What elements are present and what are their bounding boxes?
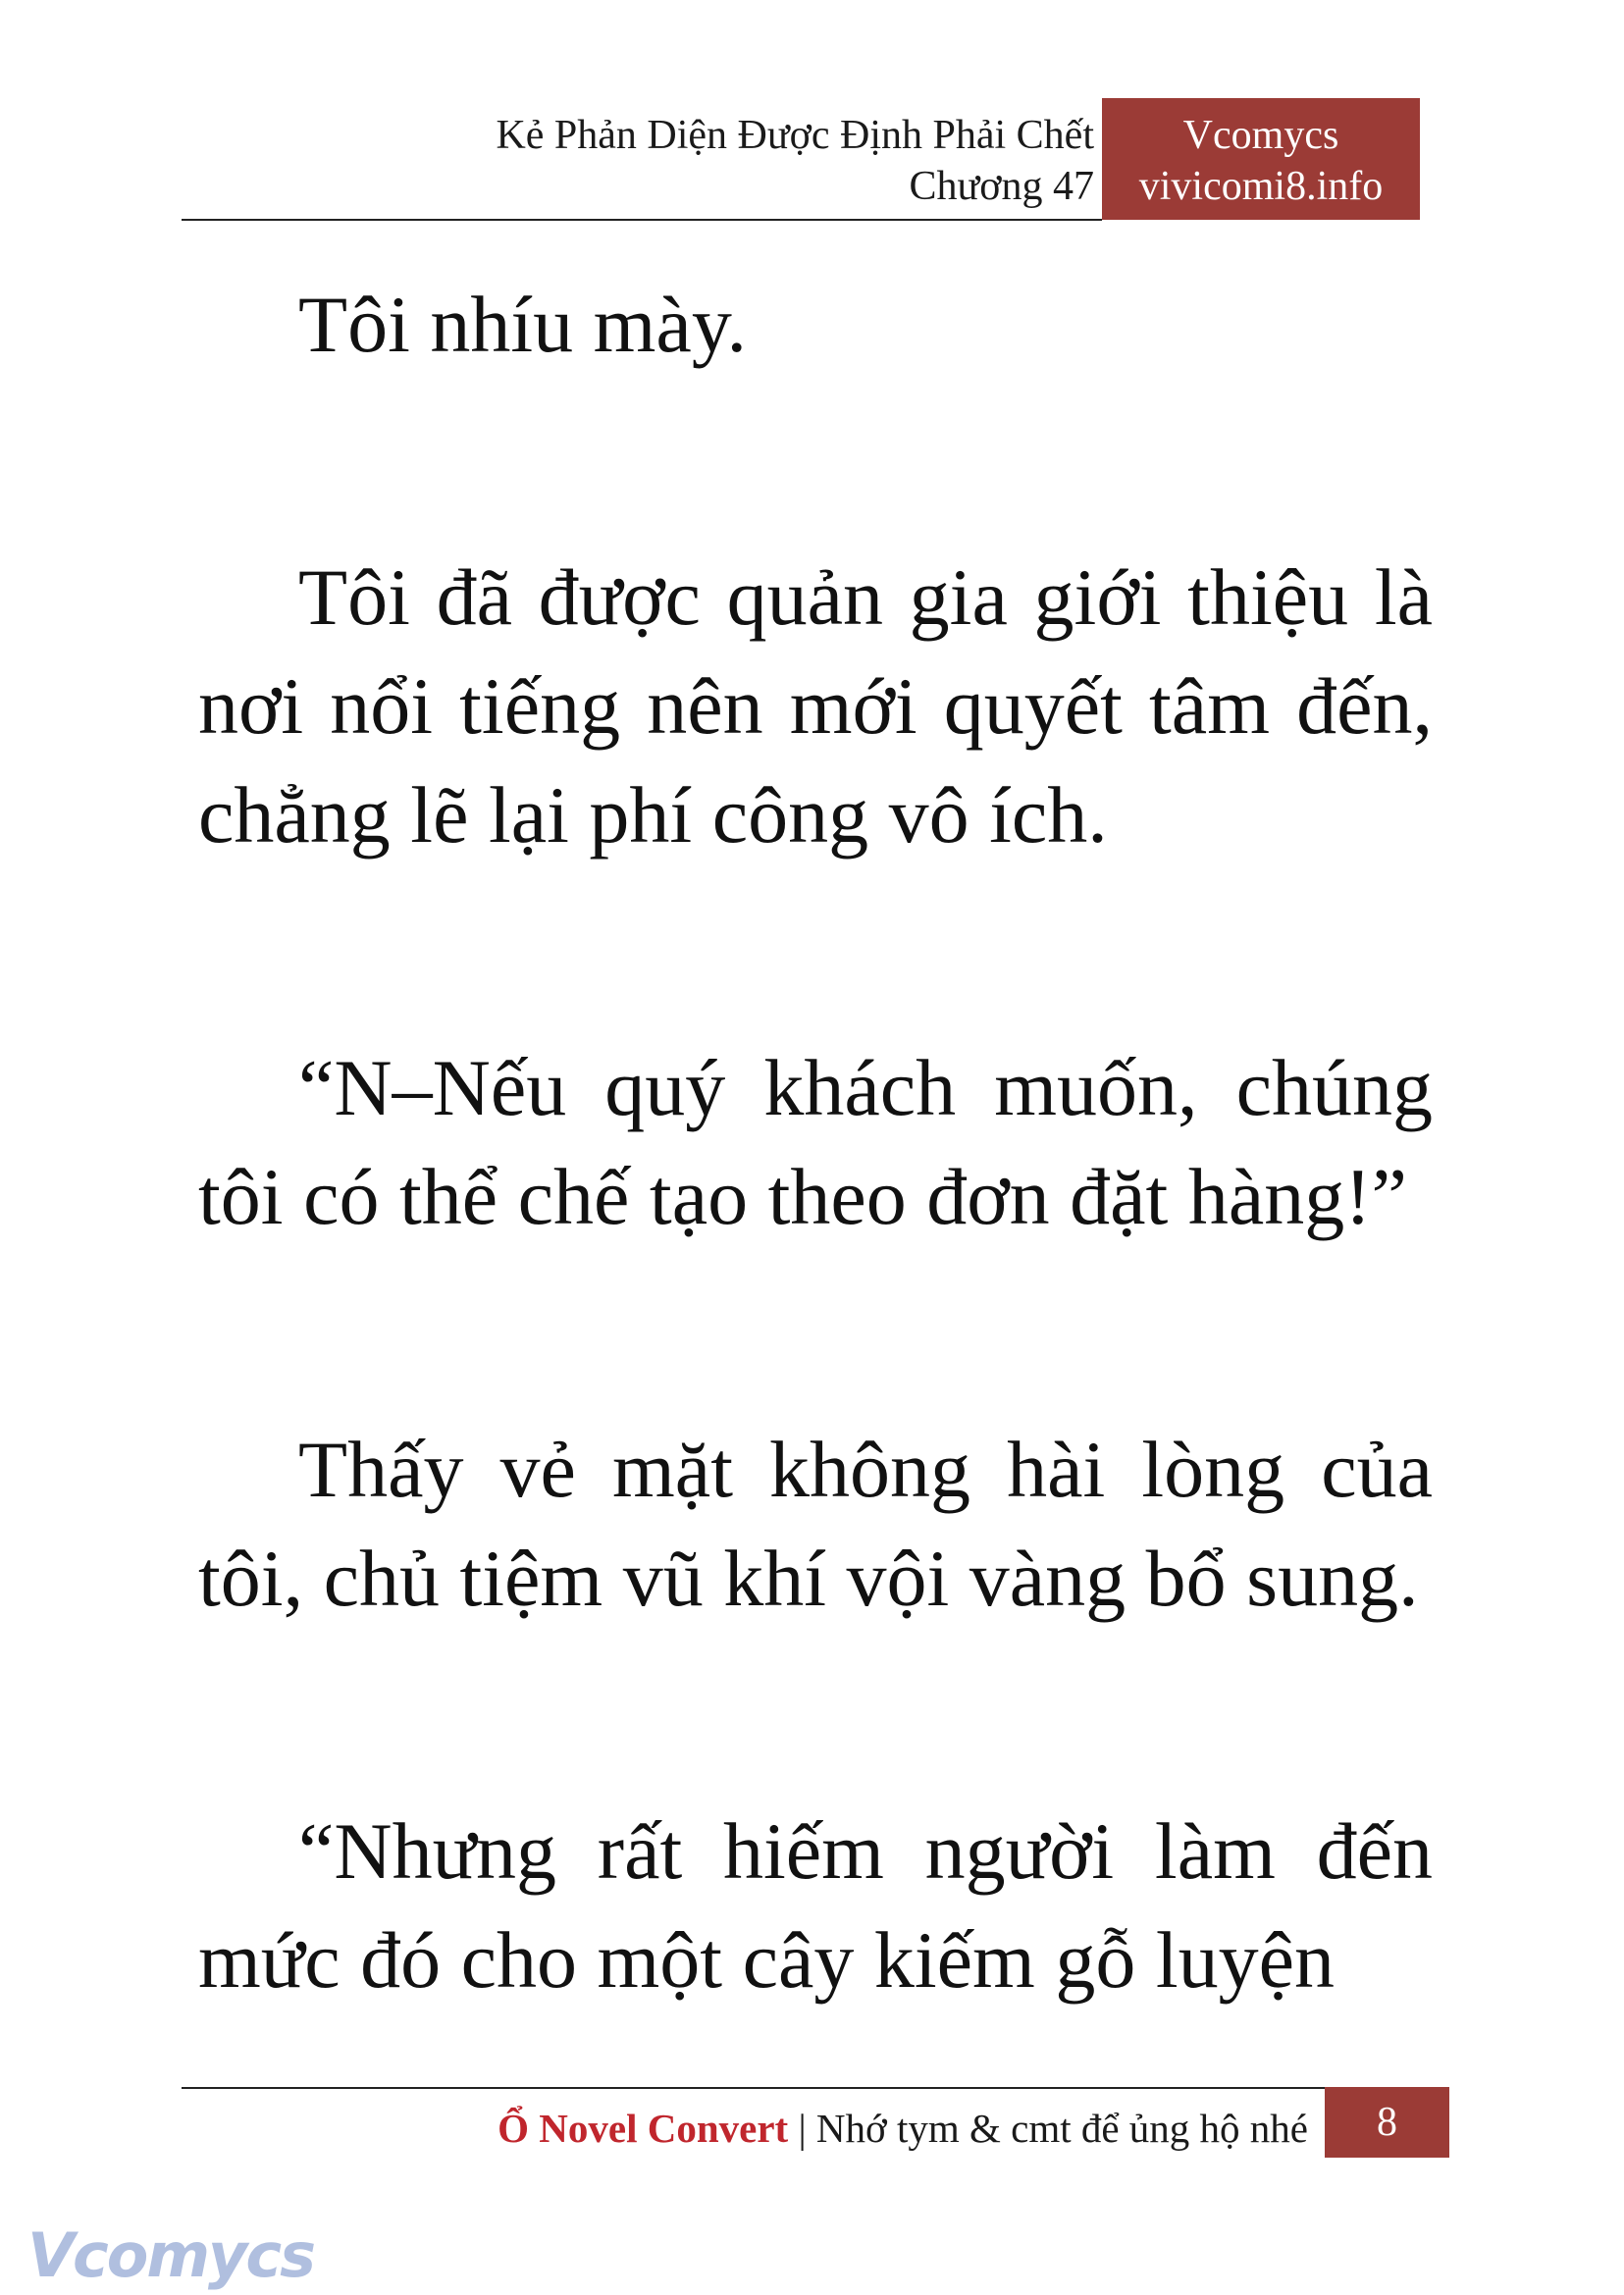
page-number: 8 — [1325, 2087, 1449, 2158]
paragraph: Tôi nhíu mày. — [298, 280, 748, 369]
footer-credit — [498, 2103, 1308, 2154]
paragraph: Tôi đã được quản gia giới thiệu là nơi nổi tiếng nên mới quyết tâm đến, chẳng lẽ lại phí công vô ích. — [198, 552, 1433, 860]
site-name: Vcomycs — [1182, 113, 1339, 158]
footer-separator: | — [788, 2106, 816, 2151]
paragraph: “Nhưng rất hiếm người làm đến mức đó cho một cây kiếm gỗ luyện — [198, 1806, 1433, 2005]
header-title-block — [496, 110, 1094, 212]
footer-brand: Ổ Novel Convert — [498, 2106, 789, 2151]
page-header — [0, 0, 1624, 226]
paragraph: Thấy vẻ mặt không hài lòng của tôi, chủ tiệm vũ khí vội vàng bổ sung. — [198, 1425, 1433, 1623]
footer-divider — [182, 2087, 1325, 2089]
paragraph: “N–Nếu quý khách muốn, chúng tôi có thể chế tạo theo đơn đặt hàng!” — [198, 1043, 1433, 1241]
watermark-logo: Vcomycs — [27, 2219, 315, 2291]
chapter-body — [198, 270, 1433, 2178]
book-title: Kẻ Phản Diện Được Định Phải Chết — [496, 113, 1094, 158]
site-badge — [1102, 98, 1420, 220]
site-url: vivicomi8.info — [1138, 164, 1384, 209]
chapter-label: Chương 47 — [909, 164, 1094, 209]
footer-message: Nhớ tym & cmt để ủng hộ nhé — [815, 2106, 1308, 2151]
header-divider — [182, 219, 1102, 221]
